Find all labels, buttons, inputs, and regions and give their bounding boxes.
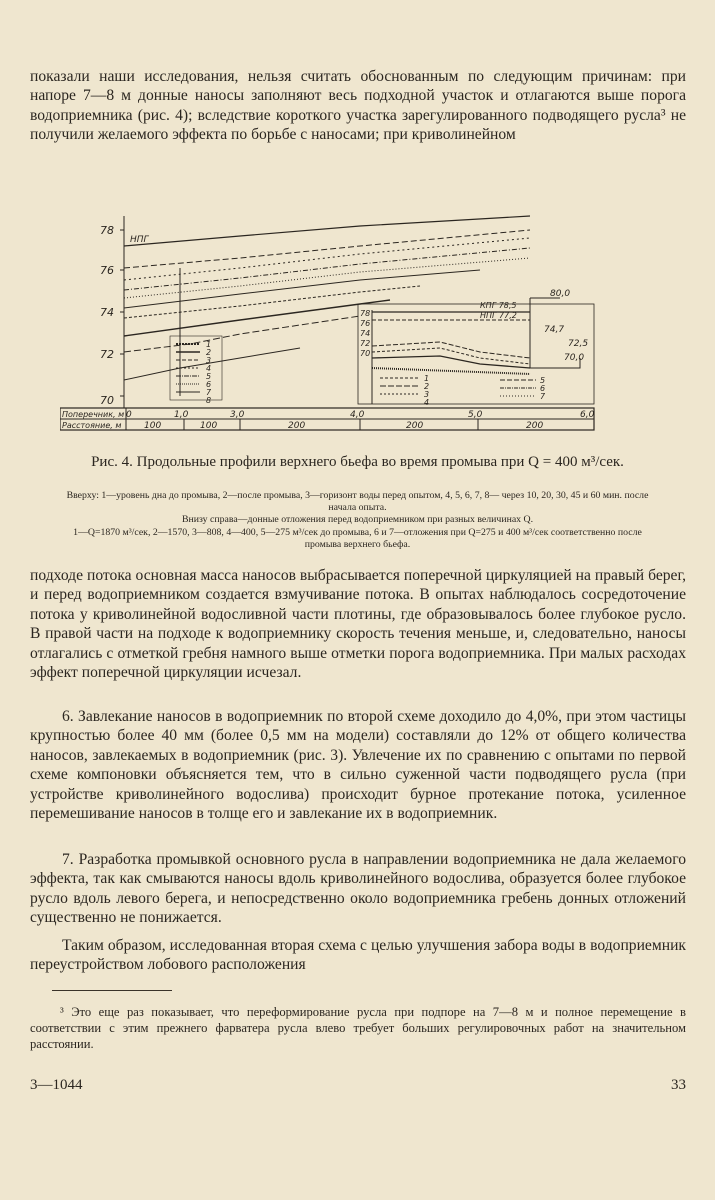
- inset-level: 80,0: [550, 289, 571, 299]
- inset-legend-item: 7: [540, 392, 546, 401]
- figure-note: Вверху: 1—уровень дна до промыва, 2—после промыва, 3—горизонт воды перед опытом, 4, 5, 6, 7, 8— через 10, 20, 30, 45 и 60 мин. после начала опыта.: [66, 490, 649, 514]
- cross-tick: 5,0: [468, 410, 483, 420]
- figure-note: Внизу справа—донные отложения перед водоприемником при разных величинах Q.: [181, 514, 534, 526]
- inset-legend-item: 4: [424, 398, 430, 407]
- legend-item: 4: [206, 364, 212, 373]
- y-tick-label: 74: [100, 306, 114, 319]
- cross-tick: 4,0: [350, 410, 365, 420]
- distance-cell: 100: [144, 421, 162, 431]
- y-tick-label: 76: [100, 264, 114, 277]
- footnote-rule: [52, 990, 172, 991]
- inset-level: 74,7: [544, 325, 565, 335]
- inset-kpg: КПГ 78,5: [480, 301, 517, 310]
- inset-chart: [358, 304, 594, 404]
- distance-cell: 200: [406, 421, 424, 431]
- distance-cell: 200: [526, 421, 544, 431]
- profile-chart: [60, 208, 660, 448]
- cross-tick: 6,0: [580, 410, 595, 420]
- legend-item: 7: [206, 388, 212, 397]
- cross-tick: 1,0: [174, 410, 189, 420]
- printer-signature: 3—1044: [30, 1077, 83, 1093]
- inset-y-tick: 74: [360, 329, 371, 338]
- distance-cell: 100: [200, 421, 218, 431]
- inset-npg: НПГ 77,2: [480, 311, 517, 320]
- inset-legend-item: 2: [424, 382, 430, 391]
- inset-legend-item: 3: [424, 390, 430, 399]
- legend-item: 5: [206, 372, 212, 381]
- inset-y-tick: 78: [360, 309, 371, 318]
- footnote: ³ Это еще раз показывает, что переформирование русла при подпоре на 7—8 м и полное перемещение в соответствии с этим прежнего фарватера русла влево требует больших регулировочных работ на значительном расстоянии.: [30, 1005, 686, 1052]
- distance-cell: 200: [288, 421, 306, 431]
- figure-4: [60, 208, 660, 448]
- y-tick-label: 72: [100, 348, 114, 361]
- y-tick-label: 78: [100, 224, 114, 237]
- legend-item: 8: [206, 396, 212, 405]
- figure-caption: Рис. 4. Продольные профили верхнего бьефа во время промыва при Q = 400 м³/сек.: [91, 454, 624, 470]
- inset-level: 70,0: [564, 353, 585, 363]
- paragraph-1: подходе потока основная масса наносов выбрасывается поперечной циркуляцией на правый берег, и перед водоприемником создается взмучивание потока. В опытах наблюдалось сосредоточение потока у криволинейной водосливной части плотины, где образовывалось более глубокое русло. В правой части на подходе к водоприемнику скорость течения меньше, и, следовательно, наносы отлагались с отметкой гребня намного выше отметки порога водоприемника. При малых расходах эффект поперечной циркуляции исчезал.: [30, 567, 686, 682]
- npg-label: НПГ: [130, 235, 149, 245]
- figure-note: 1—Q=1870 м³/сек, 2—1570, 3—808, 4—400, 5—275 м³/сек до промыва, 6 и 7—отложения при Q=275 и 400 м³/сек соответственно после промыва верхнего бьефа.: [73, 526, 642, 550]
- inset-legend-item: 6: [540, 384, 546, 393]
- paragraph-top: показали наши исследования, нельзя считать обоснованным по следующим причинам: при напоре 7—8 м донные наносы заполняют весь подходной участок и отлагаются выше порога водоприемника (рис. 4); вследствие короткого участка зарегулированного подводящего русла³ не получили желаемого эффекта по борьбе с наносами; при криволинейном: [30, 68, 686, 144]
- cross-tick: 0: [126, 410, 132, 420]
- legend-item: 6: [206, 380, 212, 389]
- y-tick-label: 70: [100, 394, 114, 407]
- paragraph-2: 6. Завлекание наносов в водоприемник по второй схеме доходило до 4,0%, при этом частицы крупностью более 40 мм (более 0,5 мм на модели) составляли до 12% от общего количества наносов, завлекаемых в водоприемник (рис. 3). Увлечение их по сравнению с опытами по первой схеме компоновки объясняется тем, что в сильно суженной части подводящего русла (при устройстве криволинейного водослива) происходит бурное протекание потока, усиленное перемешивание наносов в толще его и завлекание их в водоприемник.: [30, 708, 686, 823]
- paragraph-3: 7. Разработка промывкой основного русла в направлении водоприемника не дала желаемого эффекта, так как смываются наносы вдоль криволинейного водослива, образуется более глубокое русло вдоль левого берега, и непосредственно около водоприемника гребень донных отложений существенно не понижается.: [30, 851, 686, 927]
- inset-y-tick: 72: [360, 339, 371, 348]
- row-label-cross: Поперечник, м: [62, 410, 125, 419]
- legend-item: 2: [206, 348, 212, 357]
- inset-level: 72,5: [568, 339, 589, 349]
- inset-legend-item: 5: [540, 376, 546, 385]
- legend-item: 3: [206, 356, 212, 365]
- cross-tick: 3,0: [230, 410, 245, 420]
- inset-legend-item: 1: [424, 374, 430, 383]
- paragraph-4: Таким образом, исследованная вторая схема с целью улучшения забора воды в водоприемник переустройством лобового расположения: [30, 937, 686, 974]
- page-number: 33: [671, 1077, 686, 1093]
- inset-y-tick: 76: [360, 319, 371, 328]
- figure-notes: [60, 490, 655, 551]
- legend-item: 1: [206, 340, 212, 349]
- inset-y-tick: 70: [360, 349, 371, 358]
- row-label-distance: Расстояние, м: [62, 421, 122, 430]
